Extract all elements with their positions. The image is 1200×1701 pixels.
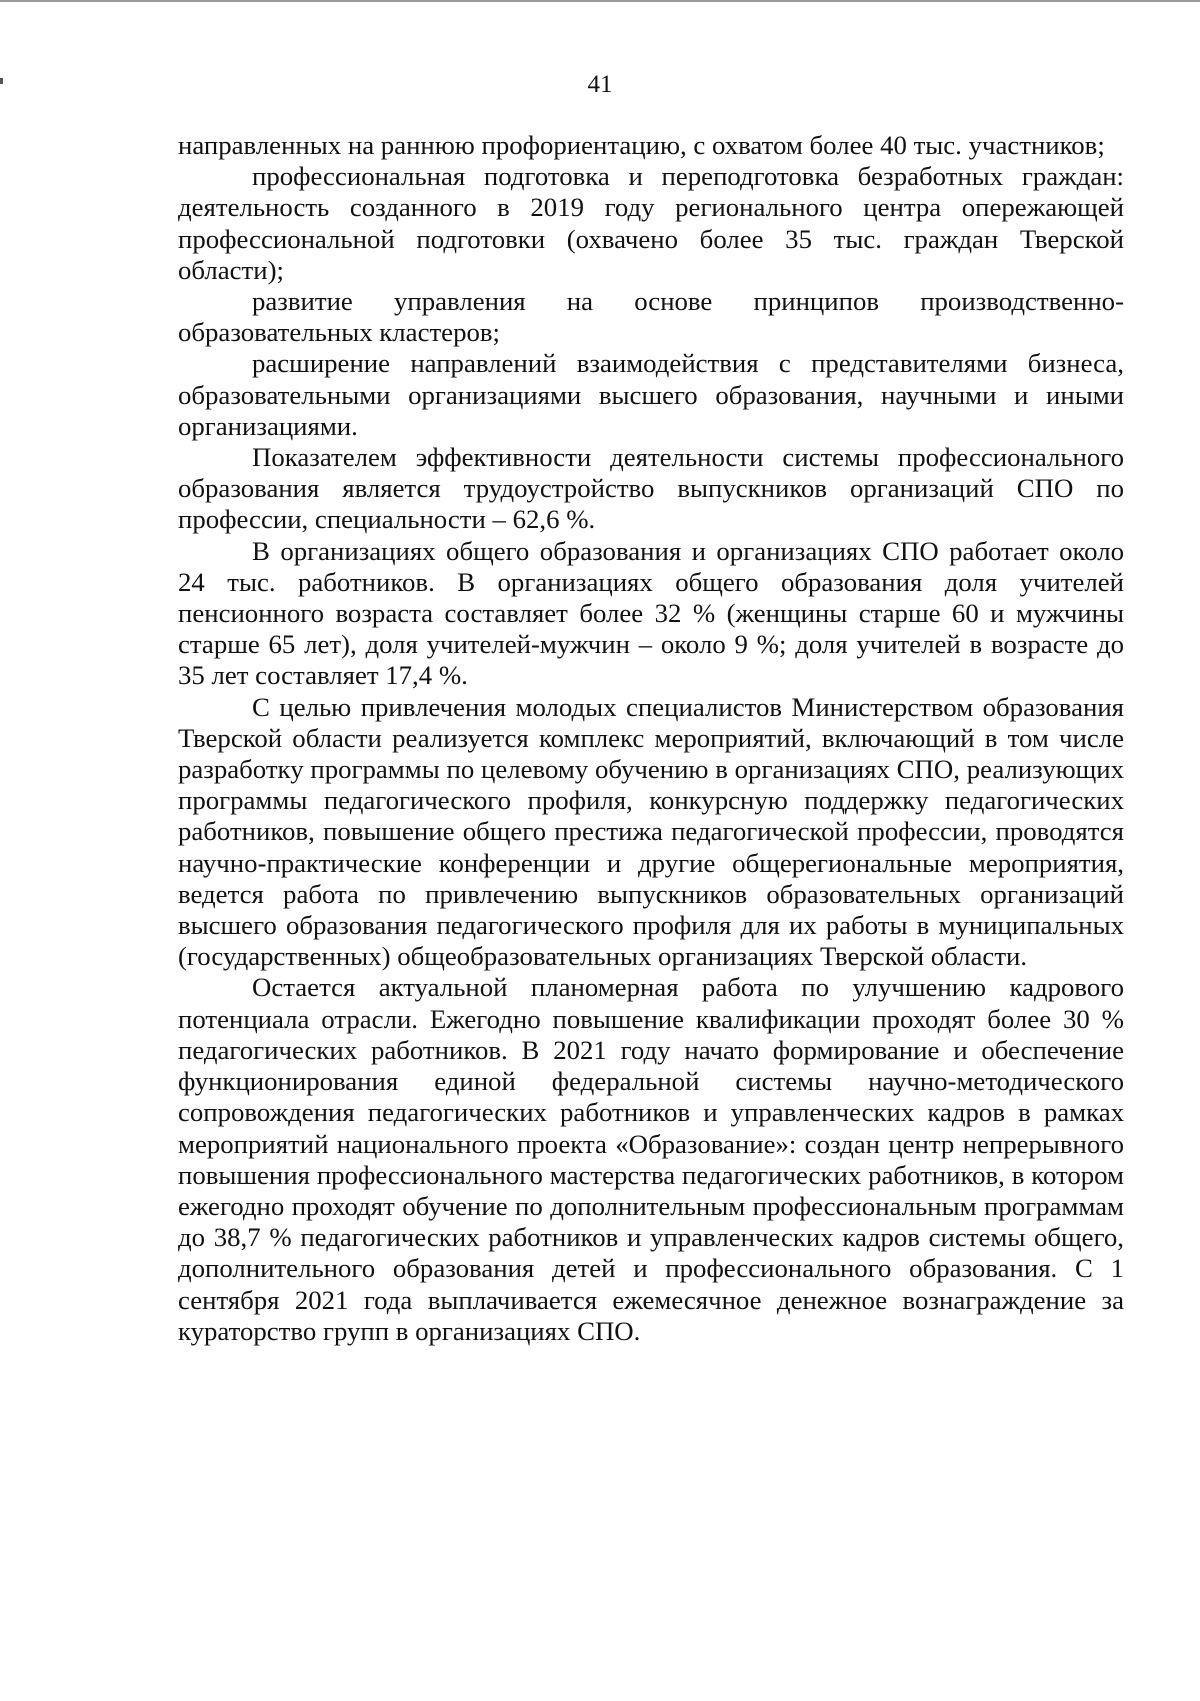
document-body [178,130,1124,1347]
paragraph-employment-indicator: Показателем эффективности деятельности системы профессионального образования является трудоустройство выпускников организаций СПО по профессии, специальности – 62,6 %. [178,442,1124,535]
paragraph-continuation: направленных на раннюю профориентацию, с охватом более 40 тыс. участников; [178,130,1105,160]
scan-top-edge [0,0,1200,2]
paragraph-young-specialists: С целью привлечения молодых специалистов Министерством образования Тверской области реализуется комплекс мероприятий, включающий в том числе разработку программы по целевому обучению в организациях СПО, реализующих программы педагогического профиля, конкурсную поддержку педагогических работников, повышение общего престижа педагогической профессии, проводятся научно-практические конференции и другие общерегиональные мероприятия, ведется работа по привлечению выпускников образовательных организаций высшего образования педагогического профиля для их работы в муниципальных (государственных) общеобразовательных организациях Тверской области. [178,691,1124,972]
paragraph-qualification: Остается актуальной планомерная работа по улучшению кадрового потенциала отрасли. Ежегодно повышение квалификации проходят более 30 % педагогических работников. В 2021 году начато формирование и обеспечение функционирования единой федеральной системы научно-методического сопровождения педагогических работников и управленческих кадров в рамках мероприятий национального проекта «Образование»: создан центр непрерывного повышения профессионального мастерства педагогических работников, в котором ежегодно проходят обучение по дополнительным профессиональным программам до 38,7 % педагогических работников и управленческих кадров системы общего, дополнительного образования детей и профессионального образования. С 1 сентября 2021 года выплачивается ежемесячное денежное вознаграждение за кураторство групп в организациях СПО. [178,972,1124,1346]
paragraph-staff-statistics: В организациях общего образования и организациях СПО работает около 24 тыс. работников. В организациях общего образования доля учителей пенсионного возраста составляет более 32 % (женщины старше 60 и мужчины старше 65 лет), доля учителей-мужчин – около 9 %; доля учителей в возрасте до 35 лет составляет 17,4 %. [178,535,1124,691]
paragraph-clusters: развитие управления на основе принципов производственно-образовательных кластеров; [178,286,1124,348]
page-number: 41 [587,71,613,98]
paragraph-professional-training: профессиональная подготовка и переподготовка безработных граждан: деятельность созданного в 2019 году регионального центра опережающей профессиональной подготовки (охвачено более 35 тыс. граждан Тверской области); [178,161,1124,285]
paragraph-business-cooperation: расширение направлений взаимодействия с представителями бизнеса, образовательными организациями высшего образования, научными и иными организациями. [178,348,1124,441]
